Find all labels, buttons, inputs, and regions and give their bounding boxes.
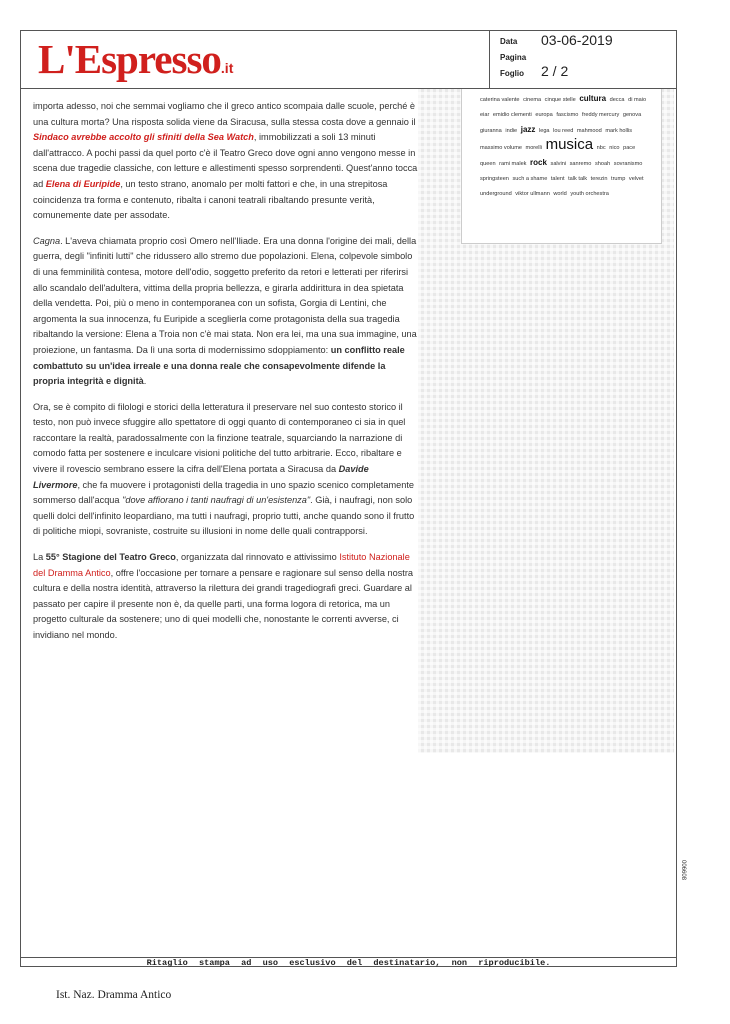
tag-link[interactable]: morelli	[525, 145, 543, 152]
p2-run: Cagna	[33, 235, 61, 246]
tag-cloud	[461, 89, 662, 244]
tag-link[interactable]: youth orchestra	[570, 190, 609, 197]
tag-link[interactable]: freddy mercury	[581, 111, 620, 118]
clipping-meta	[489, 30, 677, 89]
tag-link[interactable]: cultura	[579, 94, 607, 103]
footer-notice: Ritaglio stampa ad uso esclusivo del destinatario, non riproducibile.	[146, 958, 551, 968]
espresso-logo: L'Espresso.it	[38, 36, 234, 82]
tag-link[interactable]: viktor ullmann	[515, 190, 550, 197]
paragraph-3	[33, 400, 418, 540]
tag-link[interactable]: di maio	[628, 97, 647, 103]
tag-link[interactable]: genova	[622, 111, 642, 118]
foglio-value: 2 / 2	[541, 63, 569, 79]
p3-run: . Già, i naufragi, non solo quelli dolci dell'infinito leopardiano, ma tutti i naufragi, proprio tutti, anche quando sono il frutto di politiche miopi, sovraniste, costruite su illusioni in nome delle quali contrapporsi.	[33, 495, 415, 537]
p1-run[interactable]: Elena di Euripide	[45, 178, 121, 189]
tag-link[interactable]: lega	[538, 127, 550, 134]
paragraph-1	[33, 99, 418, 224]
data-value: 03-06-2019	[541, 32, 613, 48]
tag-link[interactable]: indie	[505, 127, 518, 134]
tag-link[interactable]: springsteen	[480, 175, 509, 182]
tag-link[interactable]: terezin	[590, 175, 608, 182]
tag-link[interactable]: caterina valente	[480, 97, 520, 103]
p2-run: .	[143, 376, 147, 387]
tag-link[interactable]: sanremo	[569, 161, 592, 168]
tag-link[interactable]: talent	[550, 175, 565, 182]
p4-run: La	[33, 552, 46, 563]
tag-link[interactable]: emidio clementi	[492, 111, 532, 118]
p4-run: 55° Stagione del Teatro Greco	[45, 552, 176, 563]
tag-link[interactable]: such a shame	[512, 175, 548, 182]
tag-link[interactable]: decca	[609, 97, 625, 103]
p4-run: , organizzata dal rinnovato e attivissimo	[175, 552, 340, 563]
p4-run: , offre l'occasione per tornare a pensare e ragionare sul senso della nostra cultura e della nostra identità, attraverso la rilettura dei grandi tragediografi greci. Guardare al passato per capire il presente non è, da quelle parti, una forma logora di retorica, ma un progetto culturale da sostenere; uno di quei modelli che, nonostante le correnti avverse, ci invidiano nel mondo.	[33, 567, 414, 640]
tag-list	[480, 92, 655, 202]
tag-link[interactable]: europa	[535, 111, 553, 118]
p2-run: . L'aveva chiamata proprio così Omero nell'Iliade. Era una donna l'origine dei mali, della guerra, degli "infiniti lutti" che ridussero allo stremo due popolazioni. Elena, colpevole simbolo di una femminilità contesa, motore dell'odio, soggetto preferito da retori e letterati per riferirsi allo scandalo dell'adultera, vittima della propria bellezza, e girarla addirittura in dea spietata della vendetta. Poi, più o meno in contemporanea con un sofista, Gorgia di Lentini, che argomenta la sua innocenza, fu Euripide a sceglierla come protagonista della sua tragedia ribaltando la versione: Elena a Troia non c'è mai stata. Non era lei, ma una sua immagine, una proiezione, un fantasma. Da lì una sorta di modernissimo sdoppiamento:	[33, 235, 417, 355]
source-label: Ist. Naz. Dramma Antico	[56, 989, 172, 1001]
tag-link[interactable]: mark hollis	[605, 127, 633, 134]
p3-run: "dove affiorano i tanti naufragi di un'esistenza"	[122, 495, 311, 506]
tag-link[interactable]: world	[553, 190, 567, 197]
p3-run: Davide Livermore	[33, 464, 369, 490]
tag-link[interactable]: rock	[530, 158, 547, 168]
tag-link[interactable]: musica	[545, 136, 594, 154]
pagina-label: Pagina	[500, 53, 527, 62]
tag-link[interactable]: cinema	[523, 97, 542, 103]
tag-link[interactable]: trump	[611, 175, 626, 182]
p3-run: , che fa muovere i protagonisti della tragedia in uno spazio scenico completamente sommerso dall'acqua	[33, 479, 414, 506]
data-label: Data	[500, 37, 518, 46]
article-body	[33, 89, 418, 753]
tag-link[interactable]: nbc	[596, 145, 606, 152]
tag-link[interactable]: cinque stelle	[544, 97, 576, 103]
p4-run[interactable]: Istituto Nazionale del Dramma Antico	[33, 552, 410, 578]
tag-link[interactable]: jazz	[520, 124, 536, 134]
tag-link[interactable]: giuranna	[480, 127, 502, 134]
tag-link[interactable]: fascismo	[556, 111, 579, 118]
p3-run: Ora, se è compito di filologi e storici della letteratura il preservare nel suo contesto storico il testo, non può invece sfuggire allo spettatore di oggi quanto di contemporaneo ci sia in quel raccontare la realtà, paradossalmente con la finzione teatrale, squarciando la narrazione di comodo fatta per sostenere e inculcare visioni politiche del tutto arbitrarie. Ecco, ribaltare e vivere il rovescio sembrano essere la cifra dell'Elena portata a Siracusa da	[33, 401, 406, 475]
paragraph-2	[33, 234, 418, 390]
p1-run: , immobilizzati a soli 13 minuti dall'attracco. A pochi passi da quel porto c'è il Teatro Greco dove ogni anno vengono messe in scena due tragedie classiche, con letture e allestimenti spesso sorprendenti. Quest'anno tocca ad	[33, 132, 418, 189]
tag-link[interactable]: salvini	[550, 161, 567, 168]
side-code: 006608	[680, 860, 686, 881]
p1-run: importa adesso, noi che semmai vogliamo che il greco antico scompaia dalle scuole, perché è una cultura morta? Una risposta solida viene da Siracusa, sulla stessa costa dove a gennaio il	[33, 101, 416, 127]
tag-link[interactable]: sovranismo	[613, 161, 643, 168]
tag-link[interactable]: pace	[623, 145, 636, 152]
tag-link[interactable]: rami malek	[499, 161, 527, 168]
tag-link[interactable]: velvet underground	[480, 175, 644, 197]
foglio-label: Foglio	[500, 69, 524, 78]
tag-link[interactable]: talk talk	[568, 175, 588, 182]
tag-link[interactable]: mahmood	[576, 127, 602, 134]
p1-run: , un testo strano, anomalo per molti fattori e che, in una strepitosa coincidenza tra forma e contenuto, ribalta i canoni teatrali ribaltando presunte verità, comunemente date per assodate.	[33, 178, 388, 221]
tag-link[interactable]: eiar	[480, 111, 490, 118]
tag-link[interactable]: massimo volume	[480, 145, 522, 152]
tag-link[interactable]: nico	[609, 145, 620, 152]
tag-link[interactable]: lou reed	[553, 127, 574, 134]
paragraph-4	[33, 550, 418, 644]
tag-link[interactable]: queen	[480, 161, 496, 168]
p2-run: un conflitto reale combattuto su un'idea irreale e una donna reale che consapevolmente difende la propria integrità e dignità	[33, 344, 405, 387]
p1-run[interactable]: Sindaco avrebbe accolto gli sfiniti della Sea Watch	[33, 132, 254, 143]
tag-link[interactable]: shoah	[594, 161, 611, 168]
